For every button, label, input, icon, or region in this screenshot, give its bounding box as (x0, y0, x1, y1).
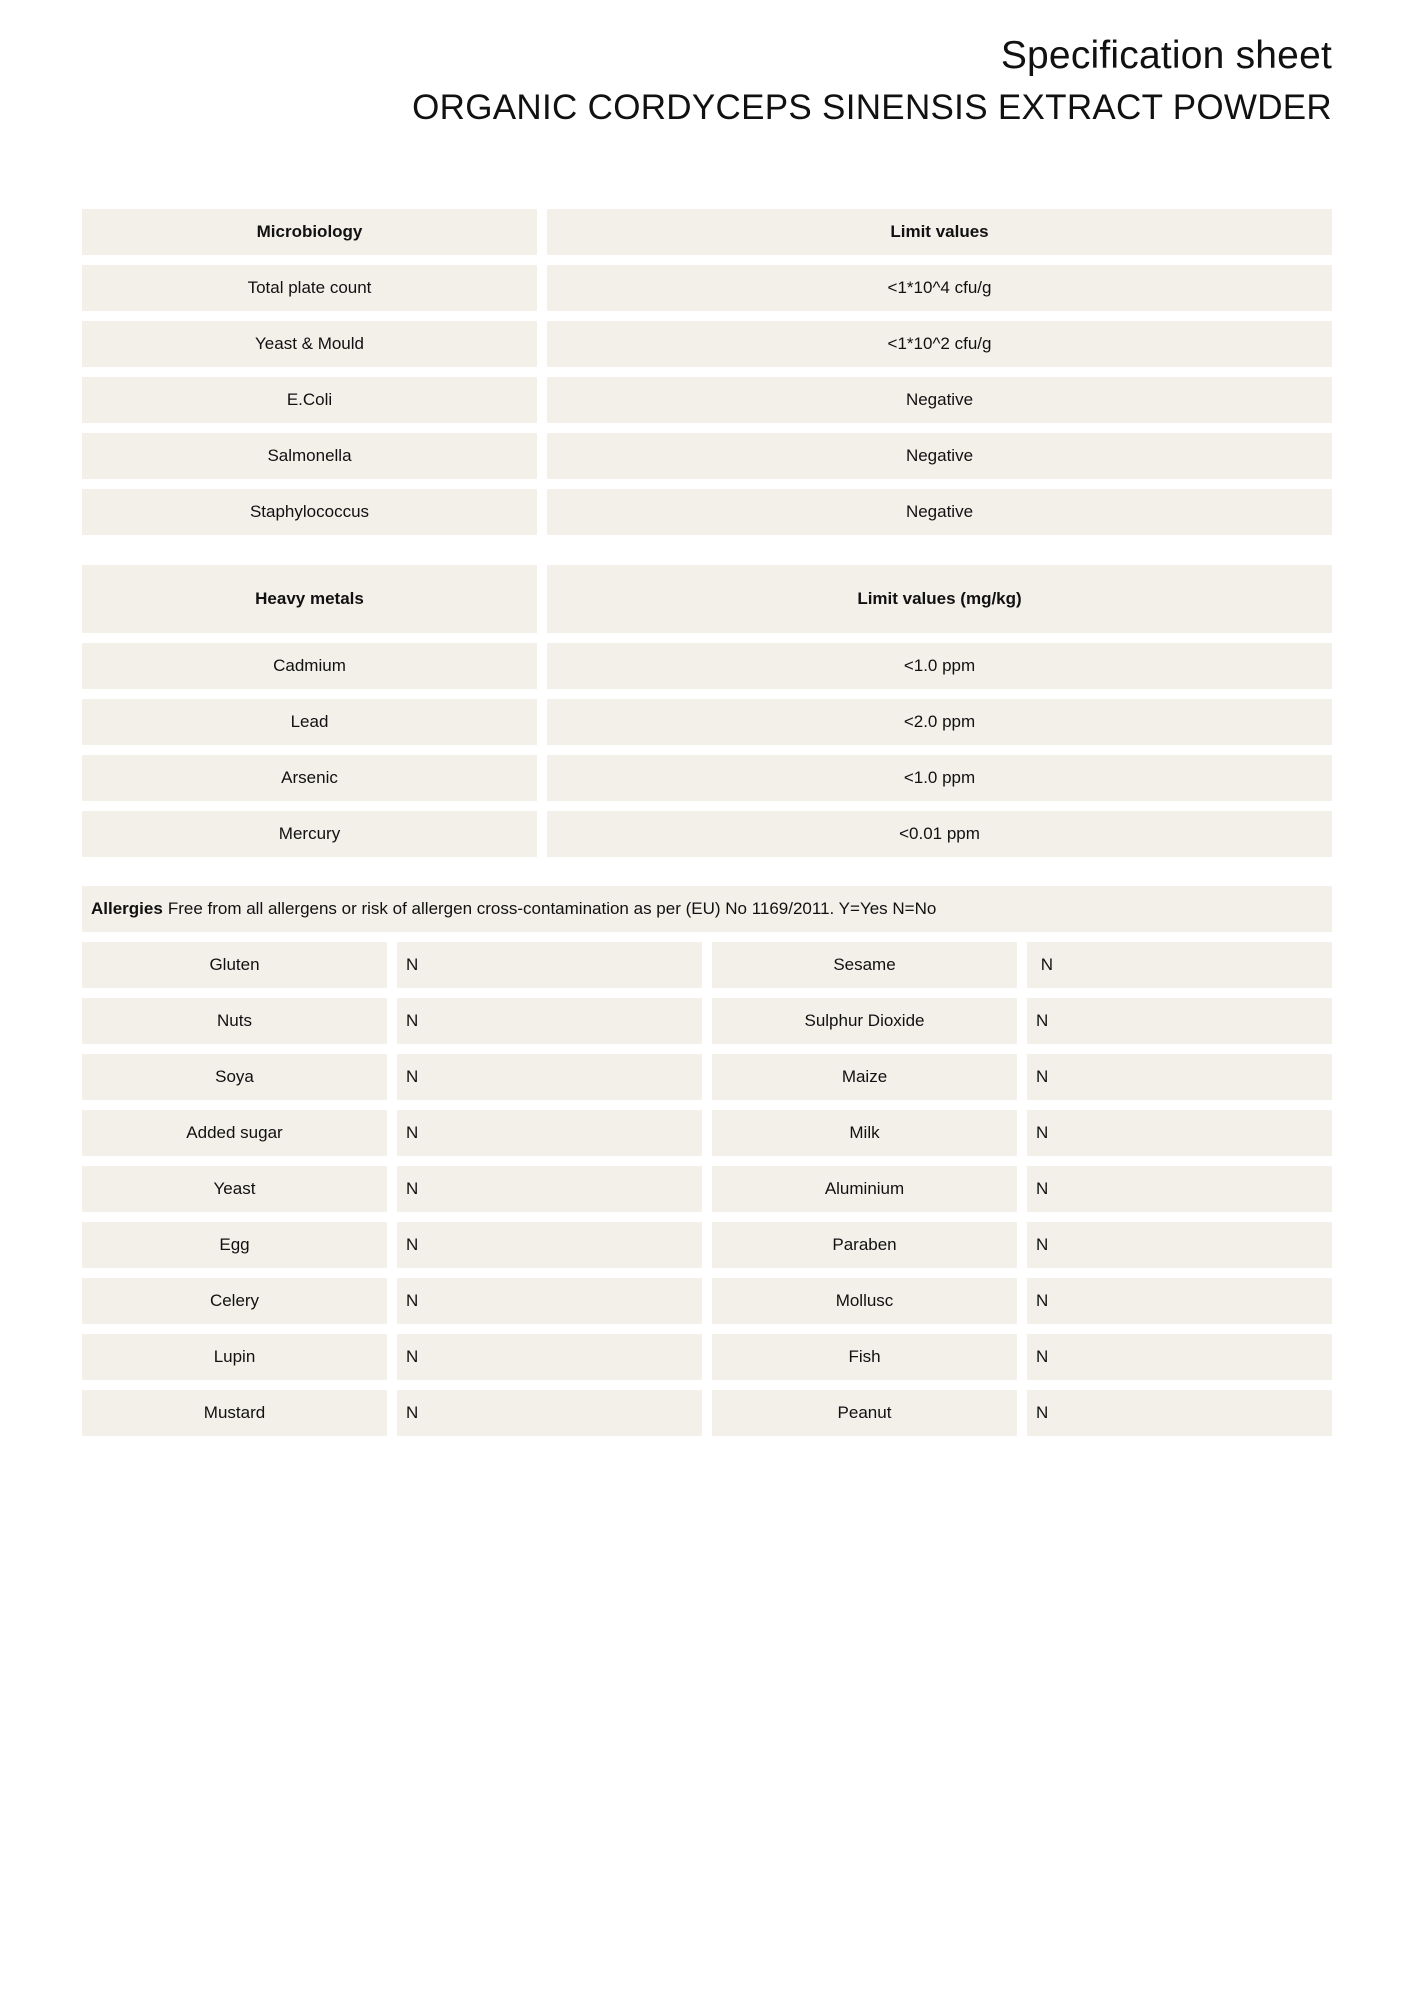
limit-value: <2.0 ppm (547, 699, 1332, 745)
allergen-value: N (1027, 1334, 1332, 1380)
allergen-value: N (397, 1390, 702, 1436)
allergen-name: Celery (82, 1278, 387, 1324)
metal-name: Cadmium (82, 643, 537, 689)
allergen-name: Egg (82, 1222, 387, 1268)
heavy-metals-table (82, 565, 1332, 867)
table-row (82, 265, 1332, 311)
limit-value: <0.01 ppm (547, 811, 1332, 857)
table-row (82, 998, 1332, 1044)
table-row (82, 811, 1332, 857)
microbiology-table (82, 209, 1332, 545)
table-row (82, 489, 1332, 535)
allergen-value: N (397, 1110, 702, 1156)
product-name: ORGANIC CORDYCEPS SINENSIS EXTRACT POWDER (412, 88, 1332, 127)
limit-value: Negative (547, 433, 1332, 479)
parameter-name: E.Coli (82, 377, 537, 423)
table-row (82, 1334, 1332, 1380)
allergen-name: Sesame (712, 942, 1017, 988)
page-title: Specification sheet (1000, 34, 1332, 77)
table-row (82, 321, 1332, 367)
allergen-name: Nuts (82, 998, 387, 1044)
allergen-value: N (1027, 1054, 1332, 1100)
allergen-value: N (397, 1334, 702, 1380)
allergen-name: Peanut (712, 1390, 1017, 1436)
allergen-name: Lupin (82, 1334, 387, 1380)
column-header-microbiology: Microbiology (82, 209, 537, 255)
allergen-name: Fish (712, 1334, 1017, 1380)
allergen-name: Paraben (712, 1222, 1017, 1268)
allergen-name: Mustard (82, 1390, 387, 1436)
limit-value: <1.0 ppm (547, 643, 1332, 689)
allergen-value: N (397, 942, 702, 988)
allergen-name: Yeast (82, 1166, 387, 1212)
allergen-name: Gluten (82, 942, 387, 988)
allergen-value: N (1027, 942, 1332, 988)
parameter-name: Total plate count (82, 265, 537, 311)
metal-name: Arsenic (82, 755, 537, 801)
allergen-value: N (1027, 1222, 1332, 1268)
table-row (82, 643, 1332, 689)
table-row (82, 1222, 1332, 1268)
table-header-row (82, 209, 1332, 255)
allergen-name: Milk (712, 1110, 1017, 1156)
allergen-name: Aluminium (712, 1166, 1017, 1212)
allergen-value: N (397, 1222, 702, 1268)
document-header (412, 30, 1332, 134)
allergen-name: Sulphur Dioxide (712, 998, 1017, 1044)
limit-value: <1*10^4 cfu/g (547, 265, 1332, 311)
allergen-value: N (1027, 1110, 1332, 1156)
table-row (82, 377, 1332, 423)
column-header-heavy-metals: Heavy metals (82, 565, 537, 633)
allergen-value: N (1027, 1278, 1332, 1324)
parameter-name: Staphylococcus (82, 489, 537, 535)
table-row (82, 1054, 1332, 1100)
table-header-row (82, 565, 1332, 633)
table-row (82, 1278, 1332, 1324)
allergies-label: Allergies (91, 899, 163, 918)
table-row (82, 699, 1332, 745)
column-header-limit-values: Limit values (547, 209, 1332, 255)
allergies-header (82, 886, 1332, 932)
limit-value: Negative (547, 489, 1332, 535)
metal-name: Lead (82, 699, 537, 745)
parameter-name: Yeast & Mould (82, 321, 537, 367)
allergen-value: N (1027, 998, 1332, 1044)
limit-value: Negative (547, 377, 1332, 423)
allergen-name: Maize (712, 1054, 1017, 1100)
allergies-table (82, 886, 1332, 1446)
allergies-note: Free from all allergens or risk of allergen cross-contamination as per (EU) No 1169/2011. Y=Yes N=No (167, 899, 937, 918)
allergen-value: N (397, 1278, 702, 1324)
table-row (82, 1110, 1332, 1156)
table-row (82, 755, 1332, 801)
limit-value: <1.0 ppm (547, 755, 1332, 801)
table-row (82, 433, 1332, 479)
allergen-value: N (397, 1054, 702, 1100)
allergen-value: N (1027, 1166, 1332, 1212)
limit-value: <1*10^2 cfu/g (547, 321, 1332, 367)
parameter-name: Salmonella (82, 433, 537, 479)
table-row (82, 1390, 1332, 1436)
allergen-value: N (397, 1166, 702, 1212)
allergen-name: Added sugar (82, 1110, 387, 1156)
table-row (82, 942, 1332, 988)
allergen-name: Soya (82, 1054, 387, 1100)
column-header-limit-values-mgkg: Limit values (mg/kg) (547, 565, 1332, 633)
allergen-name: Mollusc (712, 1278, 1017, 1324)
metal-name: Mercury (82, 811, 537, 857)
table-row (82, 1166, 1332, 1212)
allergen-value: N (1027, 1390, 1332, 1436)
allergen-value: N (397, 998, 702, 1044)
